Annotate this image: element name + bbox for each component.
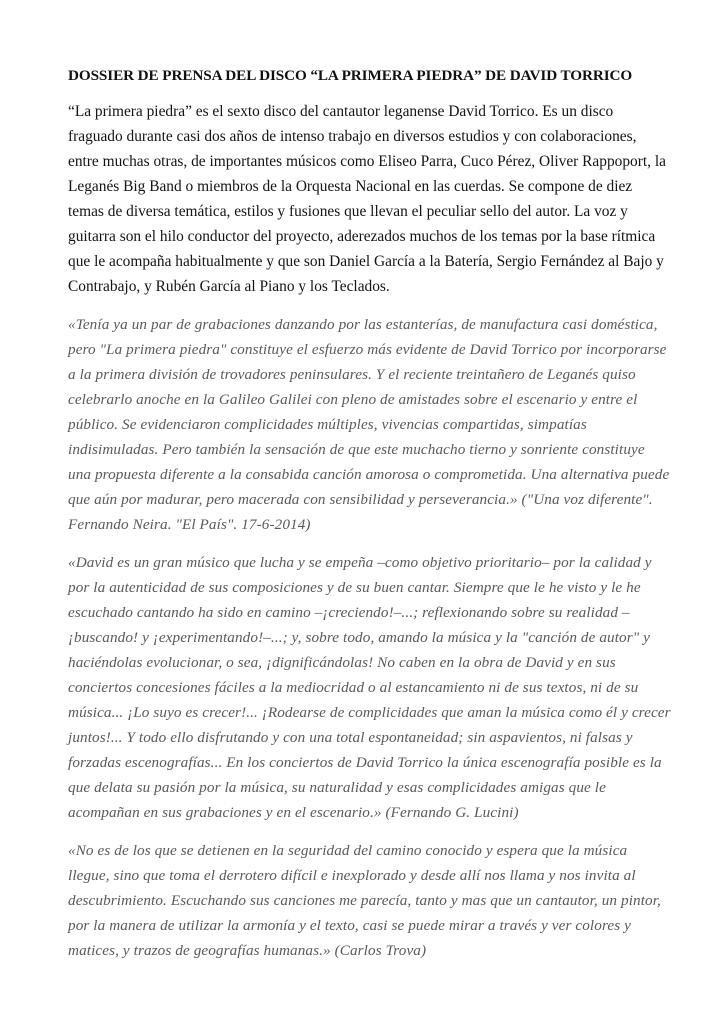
quote-line: que aún por madurar, pero macerada con sensibilidad y perseverancia.» ("Una voz diferente".: [68, 491, 653, 508]
quote-line: Fernando Neira. "El País". 17-6-2014): [68, 516, 311, 533]
quote-line: una propuesta diferente a la consabida canción amorosa o comprometida. Una alternativa puede: [68, 466, 670, 483]
text-line: “La primera piedra” es el sexto disco del cantautor leganense David Torrico. Es un disco: [68, 103, 614, 120]
text-line: Leganés Big Band o miembros de la Orquesta Nacional en las cuerdas. Se compone de diez: [68, 178, 633, 195]
quote-line: haciéndolas evolucionar, o sea, ¡dignificándolas! No caben en la obra de David y en sus: [68, 654, 616, 671]
quote-line: música... ¡Lo suyo es crecer!... ¡Rodearse de complicidades que aman la música como él y crecer: [68, 704, 671, 721]
quote-line: indisimuladas. Pero también la sensación de que este muchacho tierno y sonriente constituye: [68, 441, 645, 458]
press-quote-trova: [68, 838, 668, 963]
quote-line: a la primera división de trovadores peninsulares. Y el reciente treintañero de Leganés quiso: [68, 366, 636, 383]
quote-line: celebrarlo anoche en la Galileo Galilei con pleno de amistades sobre el escenario y entre el: [68, 391, 638, 408]
quote-line: juntos!... Y todo ello disfrutando y con una total espontaneidad; sin aspavientos, ni falsas y: [68, 729, 633, 746]
quote-line: «David es un gran músico que lucha y se empeña –como objetivo prioritario– por la calidad y: [68, 554, 652, 571]
quote-line: matices, y trazos de geografías humanas.» (Carlos Trova): [68, 942, 427, 959]
quote-line: por la autenticidad de sus composiciones y de su buen cantar. Siempre que le he visto y le he: [68, 579, 641, 596]
quote-line: público. Se evidenciaron complicidades múltiples, vivencias compartidas, simpatías: [68, 416, 587, 433]
quote-line: por la manera de utilizar la armonía y el texto, casi se puede mirar a través y ver colores y: [68, 917, 631, 934]
quote-line: llegue, sino que toma el derrotero difícil e inexplorado y desde allí nos llama y nos invita al: [68, 867, 636, 884]
text-line: guitarra son el hilo conductor del proyecto, aderezados muchos de los temas por la base rítmica: [68, 228, 656, 245]
text-line: entre muchas otras, de importantes músicos como Eliseo Parra, Cuco Pérez, Oliver Rappoport, la: [68, 153, 666, 170]
quote-line: que delata su pasión por la música, su naturalidad y esas complicidades amigas que le: [68, 779, 606, 796]
text-line: fraguado durante casi dos años de intenso trabajo en diversos estudios y con colaboraciones,: [68, 128, 637, 145]
quote-line: conciertos concesiones fáciles a la mediocridad o al estancamiento ni de sus textos, ni de su: [68, 679, 639, 696]
document-title: DOSSIER DE PRENSA DEL DISCO “LA PRIMERA PIEDRA” DE DAVID TORRICO: [68, 67, 633, 84]
document-page: [68, 66, 671, 976]
text-line: que le acompaña habitualmente y que son Daniel García a la Batería, Sergio Fernández al Bajo y: [68, 253, 664, 270]
quote-line: descubrimiento. Escuchando sus canciones me parecía, tanto y mas que un cantautor, un pintor,: [68, 892, 661, 909]
quote-line: pero "La primera piedra" constituye el esfuerzo más evidente de David Torrico por incorporarse: [68, 341, 667, 358]
press-quote-neira: [68, 312, 668, 537]
text-line: temas de diversa temática, estilos y fusiones que llevan el peculiar sello del autor. La voz y: [68, 203, 628, 220]
quote-line: «Tenía ya un par de grabaciones danzando por las estanterías, de manufactura casi doméstica,: [68, 316, 658, 333]
text-line: Contrabajo, y Rubén García al Piano y los Teclados.: [68, 278, 390, 295]
intro-paragraph: [68, 99, 668, 299]
quote-line: ¡buscando! y ¡experimentando!–...; y, sobre todo, amando la música y la "canción de autor" y: [68, 629, 650, 646]
quote-line: «No es de los que se detienen en la seguridad del camino conocido y espera que la música: [68, 842, 628, 859]
press-quote-lucini: [68, 550, 671, 825]
quote-line: acompañan en sus grabaciones y en el escenario.» (Fernando G. Lucini): [68, 804, 519, 821]
quote-line: forzadas escenografías... En los conciertos de David Torrico la única escenografía posible es la: [68, 754, 662, 771]
quote-line: escuchado cantando ha sido en camino –¡creciendo!–...; reflexionando sobre su realidad –: [68, 604, 630, 621]
